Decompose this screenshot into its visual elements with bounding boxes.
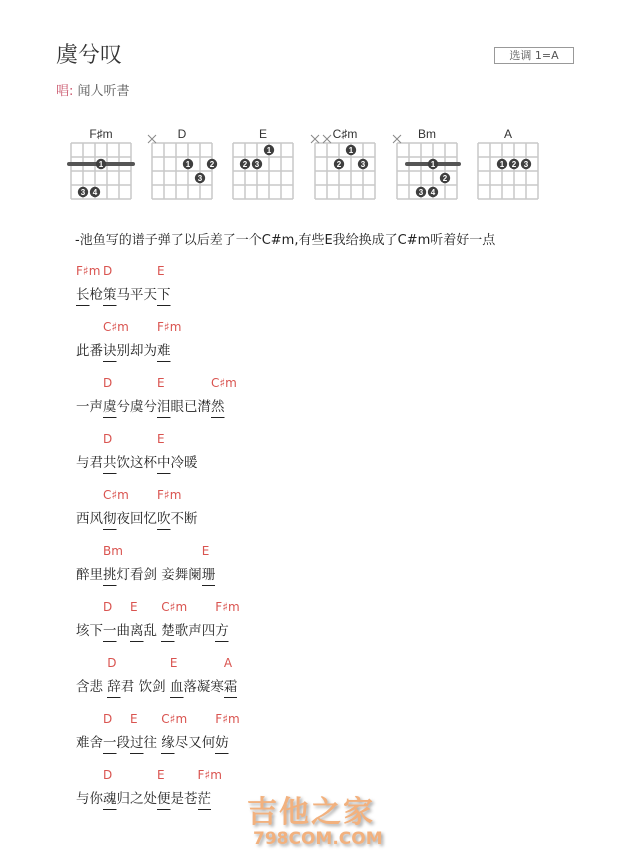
finger-number: 1 — [499, 160, 505, 169]
lyric-segment — [76, 731, 103, 751]
finger-number: 1 — [185, 160, 191, 169]
watermark-logo — [247, 787, 383, 849]
muted-string-icon — [148, 135, 156, 143]
lyric-text: 辞君 饮剑 — [107, 679, 170, 698]
finger-number: 1 — [266, 146, 272, 155]
lyric-text: 一曲 — [103, 623, 130, 642]
finger-number: 4 — [430, 188, 436, 197]
lyric-segment — [169, 656, 224, 695]
chord-name: F♯m — [89, 127, 113, 141]
chord-diagrams — [0, 120, 630, 210]
chord-label[interactable]: D — [103, 768, 113, 782]
lyric-segment — [76, 619, 103, 639]
lyric-text: 楚歌声四 — [161, 623, 215, 642]
lyric-text: 霜 — [224, 679, 238, 698]
lyric-segment — [201, 544, 216, 583]
finger-number: 3 — [254, 160, 260, 169]
lyric-line — [76, 376, 237, 415]
lyric-text: 离乱 — [130, 623, 161, 642]
lyric-text: 一声 — [76, 399, 103, 415]
lyric-line — [76, 488, 198, 527]
finger-number: 2 — [242, 160, 248, 169]
lyric-text: 醉里 — [76, 567, 103, 583]
lyric-text: 妨 — [215, 735, 229, 754]
lyric-text: 西风 — [76, 511, 103, 527]
lyric-segment — [103, 264, 157, 303]
chord-diagram-a — [478, 127, 538, 199]
chord-label[interactable]: C♯m — [161, 712, 188, 726]
chord-label[interactable]: C♯m — [103, 488, 129, 502]
chord-label[interactable]: D — [103, 712, 113, 726]
lyric-text: 共饮这杯 — [103, 455, 157, 474]
lyric-text: 缘尽又何 — [161, 735, 215, 754]
lyric-segment — [157, 376, 211, 415]
chord-name: C♯m — [332, 127, 358, 141]
lyric-text: 难舍 — [76, 735, 103, 751]
lyric-text: 垓下 — [76, 623, 103, 639]
lyric-line — [76, 712, 240, 751]
lyric-segment — [76, 563, 103, 583]
chord-label[interactable]: E — [201, 544, 210, 558]
chord-label[interactable]: F♯m — [157, 320, 182, 334]
lyric-text: 与君 — [76, 455, 103, 471]
lyric-line — [76, 264, 171, 303]
lyric-segment — [215, 712, 240, 751]
lyric-text: 诀别却为 — [103, 343, 157, 362]
finger-number: 3 — [197, 174, 203, 183]
lyric-text: 过往 — [130, 735, 161, 754]
lyric-segment — [223, 656, 238, 695]
finger-number: 3 — [418, 188, 424, 197]
lyric-text: 方 — [215, 623, 229, 642]
lyric-text: 策马平天 — [103, 287, 157, 306]
watermark-en: 798COM.COM — [253, 829, 383, 849]
lyric-segment — [103, 544, 202, 583]
chord-label[interactable]: F♯m — [215, 600, 240, 614]
lyric-segment — [161, 712, 216, 751]
chord-label[interactable]: D — [107, 656, 117, 670]
chord-name: E — [258, 127, 268, 141]
chord-label[interactable]: F♯m — [76, 264, 101, 278]
chord-label[interactable]: E — [157, 432, 165, 446]
singer-info — [56, 80, 130, 99]
lyric-segment — [130, 600, 162, 639]
lyric-text: 茫 — [198, 791, 212, 810]
chord-label[interactable]: A — [223, 656, 233, 670]
chord-label[interactable]: E — [157, 376, 165, 390]
lyric-segment — [103, 712, 130, 751]
lyric-segment — [103, 488, 157, 527]
lyric-line — [76, 544, 216, 583]
lyric-segment — [107, 656, 170, 695]
lyric-text: 魂归之处 — [103, 791, 157, 810]
lyric-segment — [103, 600, 130, 639]
finger-number: 3 — [523, 160, 529, 169]
finger-number: 2 — [511, 160, 517, 169]
finger-number: 1 — [98, 160, 104, 169]
lyric-text: 吹不断 — [157, 511, 198, 530]
chord-diagram-fsharpm — [69, 127, 133, 199]
chord-diagram-d — [148, 127, 217, 199]
lyric-line — [76, 320, 182, 359]
lyric-line — [76, 600, 240, 639]
lyric-segment — [103, 432, 157, 471]
lyric-segment — [76, 264, 103, 303]
lyric-segment — [157, 768, 198, 807]
lyric-segment — [211, 376, 237, 415]
lyric-segment — [157, 432, 198, 471]
finger-number: 2 — [442, 174, 448, 183]
muted-string-icon — [323, 135, 331, 143]
lyric-line — [76, 656, 238, 695]
chord-label[interactable]: D — [103, 376, 113, 390]
muted-string-icon — [311, 135, 319, 143]
lyric-text: 泪眼已潸 — [157, 399, 211, 418]
lyric-text: 然 — [211, 399, 225, 418]
lyric-segment — [103, 376, 157, 415]
lyric-text: 虞兮虞兮 — [103, 399, 157, 418]
lyric-text: 此番 — [76, 343, 103, 359]
lyric-segment — [215, 600, 240, 639]
chord-label[interactable]: E — [130, 712, 138, 726]
lyric-text: 挑灯看剑 妾舞阑 — [103, 567, 202, 586]
finger-number: 3 — [360, 160, 366, 169]
lyric-text: 含悲 — [76, 679, 108, 695]
lyric-segment — [157, 488, 198, 527]
chord-label[interactable]: F♯m — [157, 488, 182, 502]
chord-label[interactable]: D — [103, 264, 113, 278]
lyric-text: 一段 — [103, 735, 130, 754]
lyric-text: 与你 — [76, 791, 103, 807]
chord-label[interactable]: C♯m — [103, 320, 129, 334]
lyric-segment — [76, 339, 103, 359]
chord-label[interactable]: C♯m — [211, 376, 237, 390]
lyric-segment — [130, 712, 162, 751]
select-key-button[interactable]: 选调 1=A — [494, 47, 574, 64]
chord-diagram-e — [233, 127, 293, 199]
chord-label[interactable]: F♯m — [215, 712, 240, 726]
song-title: 虞兮叹 — [56, 43, 123, 68]
chord-label[interactable]: E — [157, 768, 165, 782]
finger-number: 3 — [80, 188, 86, 197]
lyric-segment — [76, 787, 103, 807]
chord-label[interactable]: E — [157, 264, 165, 278]
finger-number: 2 — [209, 160, 215, 169]
lyric-text: 便是苍 — [157, 791, 198, 810]
lyric-segment — [103, 320, 157, 359]
chord-diagram-bm — [393, 127, 459, 199]
lyric-text: 难 — [157, 343, 171, 362]
chord-name: D — [177, 127, 187, 141]
chord-label[interactable]: Bm — [103, 544, 123, 558]
watermark-cn: 吉他之家 — [247, 795, 375, 830]
lyric-text: 中冷暖 — [157, 455, 198, 474]
muted-string-icon — [393, 135, 401, 143]
lyric-segment — [161, 600, 216, 639]
arranger-note: -池鱼写的谱子弹了以后差了一个C#m,有些E我给换成了C#m听着好一点 — [75, 233, 496, 248]
lyric-line — [76, 768, 222, 807]
chord-label[interactable]: C♯m — [161, 600, 188, 614]
lyric-segment — [197, 768, 222, 807]
chord-label[interactable]: F♯m — [197, 768, 222, 782]
lyric-text: 下 — [157, 287, 171, 306]
chord-name: Bm — [418, 127, 436, 141]
lyric-segment — [76, 675, 107, 695]
lyric-segment — [76, 451, 103, 471]
lyric-segment — [103, 768, 157, 807]
singer-label: 唱: — [56, 84, 74, 99]
lyric-segment — [157, 264, 171, 303]
finger-number: 4 — [92, 188, 98, 197]
chord-label[interactable]: E — [169, 656, 178, 670]
chord-name: A — [503, 127, 513, 141]
chord-label[interactable]: D — [103, 600, 113, 614]
lyric-text: 彻夜回忆 — [103, 511, 157, 530]
lyric-text: 血落凝寒 — [170, 679, 224, 698]
finger-number: 2 — [336, 160, 342, 169]
lyric-segment — [76, 507, 103, 527]
lyric-segment — [76, 395, 103, 415]
lyric-text: 珊 — [202, 567, 216, 586]
lyric-line — [76, 432, 198, 471]
chord-label[interactable]: D — [103, 432, 113, 446]
chord-diagram-csharpm — [311, 127, 375, 199]
finger-number: 1 — [430, 160, 436, 169]
chord-label[interactable]: E — [130, 600, 138, 614]
singer-name[interactable]: 闻人听書 — [77, 84, 130, 99]
finger-number: 1 — [348, 146, 354, 155]
lyric-segment — [157, 320, 182, 359]
lyric-text: 长枪 — [76, 287, 103, 306]
